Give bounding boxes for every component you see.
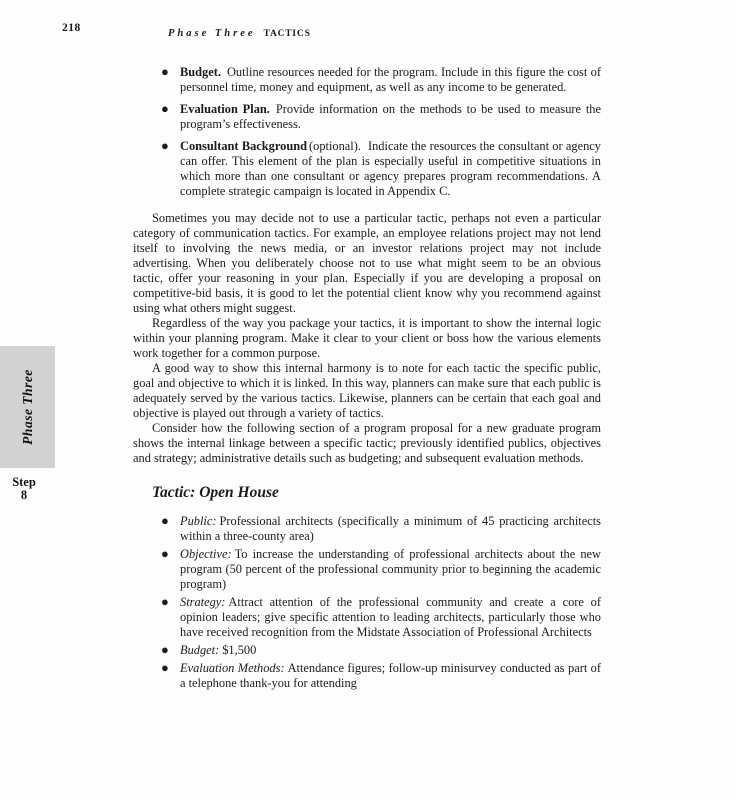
bullet-body: Outline resources needed for the program. Include in this figure the cost of personnel time, money and equipment, as well as any income to be generated.: [180, 65, 601, 94]
list-item-text: [180, 547, 601, 592]
bullet-lead: Strategy:: [180, 595, 226, 609]
list-item-text: [180, 643, 601, 658]
bullet-lead: Objective:: [180, 547, 232, 561]
step-label: Step: [12, 475, 36, 489]
bullet-lead: Budget.: [180, 65, 221, 79]
bullet-icon: ●: [161, 513, 169, 528]
plan-elements-list: [133, 65, 601, 199]
bullet-body: Attract attention of the professional community and create a core of opinion leaders; give specific attention to leading architects, particularly those who have received recognition from the Midstate Association of Professional Architects: [180, 595, 601, 639]
bullet-icon: ●: [161, 64, 169, 79]
list-item-text: [180, 661, 601, 691]
running-head-section: TACTICS: [263, 29, 311, 39]
bullet-icon: ●: [161, 660, 169, 675]
bullet-lead: Evaluation Plan.: [180, 102, 270, 116]
bullet-icon: ●: [161, 642, 169, 657]
list-item-evaluation-plan: [133, 102, 601, 132]
list-item-text: [180, 102, 601, 132]
list-item-text: [180, 65, 601, 95]
list-item-budget: [133, 65, 601, 95]
body-paragraphs: [133, 211, 601, 466]
list-item-text: [180, 139, 601, 199]
tactic-details-list: [133, 514, 601, 691]
list-item-consultant-background: [133, 139, 601, 199]
list-item-strategy: [133, 595, 601, 640]
running-head-phase: Phase Three: [168, 28, 256, 39]
phase-tab-label: Phase Three: [19, 369, 35, 445]
running-head: [168, 23, 311, 41]
main-text-column: [133, 65, 601, 694]
bullet-lead-suffix: (optional).: [309, 139, 361, 153]
list-item-objective: [133, 547, 601, 592]
step-marker: [0, 476, 48, 502]
bullet-icon: ●: [161, 546, 169, 561]
bullet-icon: ●: [161, 594, 169, 609]
bullet-lead: Consultant Background: [180, 139, 308, 153]
bullet-icon: ●: [161, 138, 169, 153]
bullet-body: $1,500: [222, 643, 257, 657]
list-item-evaluation-methods: [133, 661, 601, 691]
bullet-body: Professional architects (specifically a minimum of 45 practicing architects within a three-county area): [180, 514, 601, 543]
tactic-heading: Tactic: Open House: [152, 484, 279, 501]
phase-tab: [0, 346, 55, 468]
paragraph: Sometimes you may decide not to use a particular tactic, perhaps not even a particular category of communication tactics. For example, an employee relations project may not lend itself to involving the news media, or an investor relations project may not include advertising. When you deliberately choose not to use what might seem to be an obvious tactic, offer your reasoning in your plan. Especially if you are developing a proposal on competitive-bid basis, it is good to let the potential client know why you recommend against using what others might suggest.: [133, 211, 601, 315]
bullet-lead: Budget:: [180, 643, 220, 657]
paragraph: Consider how the following section of a program proposal for a new graduate program shows the internal linkage between a specific tactic; previously identified publics, objectives and strategy; administrative details such as budgeting; and subsequent evaluation methods.: [133, 421, 601, 465]
bullet-lead: Evaluation Methods:: [180, 661, 285, 675]
list-item-text: [180, 514, 601, 544]
bullet-body: To increase the understanding of professional architects about the new program (50 percent of the professional community prior to beginning the academic program): [180, 547, 601, 591]
bullet-body: Attendance figures; follow-up minisurvey conducted as part of a telephone thank-you for attending: [180, 661, 601, 690]
paragraph: Regardless of the way you package your tactics, it is important to show the internal logic within your planning program. Make it clear to your client or boss how the various elements work together for a common purpose.: [133, 316, 601, 360]
paragraph: A good way to show this internal harmony is to note for each tactic the specific public, goal and objective to which it is linked. In this way, planners can make sure that each public is adequately served by the various tactics. Likewise, planners can be certain that each goal and objective is played out through a variety of tactics.: [133, 361, 601, 420]
bullet-icon: ●: [161, 101, 169, 116]
page-number: 218: [62, 22, 81, 34]
list-item-public: [133, 514, 601, 544]
bullet-body: Provide information on the methods to be used to measure the program’s effectiveness.: [180, 102, 601, 131]
bullet-body: Indicate the resources the consultant or agency can offer. This element of the plan is especially useful in competitive situations in which more than one consultant or agency prepares program recommendations. A complete strategic campaign is located in Appendix C.: [180, 139, 601, 198]
bullet-lead: Public:: [180, 514, 217, 528]
list-item-text: [180, 595, 601, 640]
step-number: 8: [20, 488, 28, 502]
list-item-budget-amount: [133, 643, 601, 658]
